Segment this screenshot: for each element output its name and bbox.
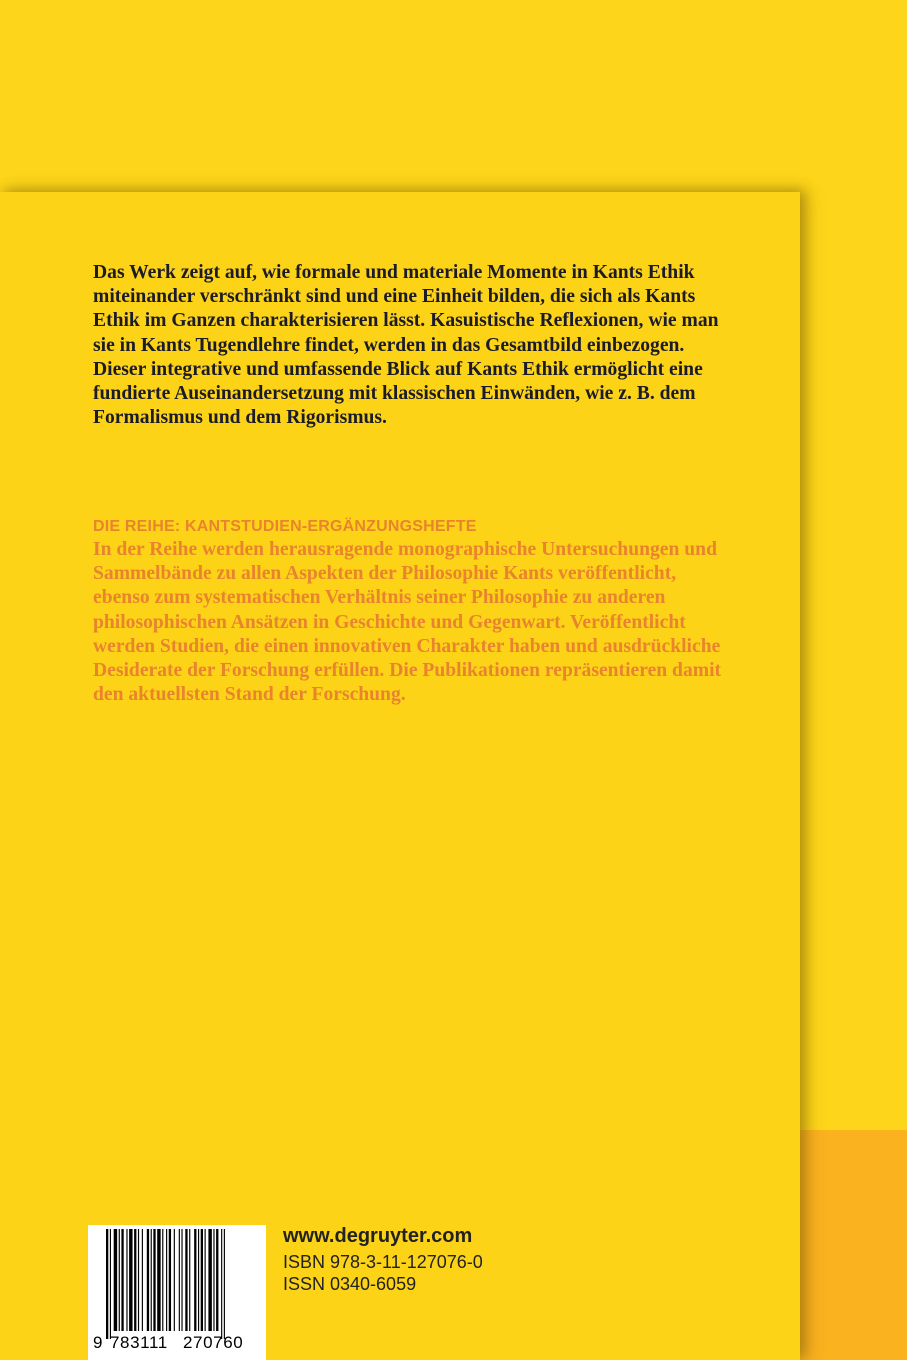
barcode-bar	[189, 1229, 190, 1331]
barcode-bar	[119, 1229, 120, 1331]
barcode-bar	[151, 1229, 152, 1331]
barcode-left-group: 783111	[110, 1333, 168, 1352]
barcode-bar	[208, 1229, 211, 1331]
barcode	[88, 1225, 266, 1360]
barcode-bar	[169, 1229, 171, 1331]
barcode-bar	[162, 1229, 163, 1331]
barcode-digits	[88, 1333, 266, 1355]
orange-accent-strip	[800, 1130, 907, 1360]
barcode-bar	[114, 1229, 117, 1331]
barcode-bar	[213, 1229, 214, 1331]
barcode-bar	[147, 1229, 149, 1331]
isbn-number: ISBN 978-3-11-127076-0	[283, 1252, 483, 1272]
barcode-bar	[174, 1229, 175, 1331]
barcode-bar	[185, 1229, 187, 1331]
barcode-bar	[142, 1229, 143, 1331]
barcode-bar	[166, 1229, 167, 1331]
barcode-bar	[179, 1229, 180, 1331]
barcode-bar	[194, 1229, 196, 1331]
issn-number: ISSN 0340-6059	[283, 1274, 417, 1294]
barcode-bar	[198, 1229, 199, 1331]
barcode-bar	[201, 1229, 203, 1331]
barcode-right-group: 270760	[183, 1333, 244, 1352]
barcode-bar	[224, 1229, 225, 1339]
barcode-bar	[129, 1229, 132, 1331]
barcode-bar	[138, 1229, 139, 1331]
barcode-bar	[106, 1229, 108, 1339]
barcode-bar	[205, 1229, 206, 1331]
barcode-first-digit: 9	[93, 1333, 103, 1352]
series-description: In der Reihe werden herausragende monographische Untersuchungen und Sammelbände zu allen Aspekten der Philosophie Kants veröffentlicht, ebenso zum systematischen Verhältnis seiner Philosophie zu anderen philosophischen Ansätzen in Geschichte und Gegenwart. Veröffentlicht werden Studien, die einen innovativen Charakter haben und ausdrückliche Desiderate der Forschung erfüllen. Die Publikationen repräsentieren damit den aktuellsten Stand der Forschung.	[93, 539, 722, 706]
barcode-bar	[126, 1229, 127, 1331]
barcode-bar	[181, 1229, 182, 1331]
barcode-bar	[110, 1229, 111, 1339]
book-blurb: Das Werk zeigt auf, wie formale und materiale Momente in Kants Ethik miteinander verschränkt sind und eine Einheit bilden, die sich als Kants Ethik im Ganzen charakterisieren lässt. Kasuistische Reflexionen, wie man sie in Kants Tugendlehre findet, werden in das Gesamtbild einbezogen. Dieser integrative und umfassende Blick auf Kants Ethik ermöglicht eine fundierte Auseinandersetzung mit klassischen Einwänden, wie z. B. dem Formalismus und dem Rigorismus.	[93, 262, 719, 429]
barcode-bar	[121, 1229, 123, 1331]
barcode-bar	[153, 1229, 155, 1331]
barcode-bar	[221, 1229, 222, 1339]
barcode-bar	[157, 1229, 160, 1331]
series-heading: DIE REIHE: KANTSTUDIEN-ERGÄNZUNGSHEFTE	[93, 518, 477, 535]
publisher-website[interactable]: www.degruyter.com	[283, 1225, 473, 1247]
barcode-bar	[216, 1229, 218, 1331]
barcode-bar	[134, 1229, 136, 1331]
